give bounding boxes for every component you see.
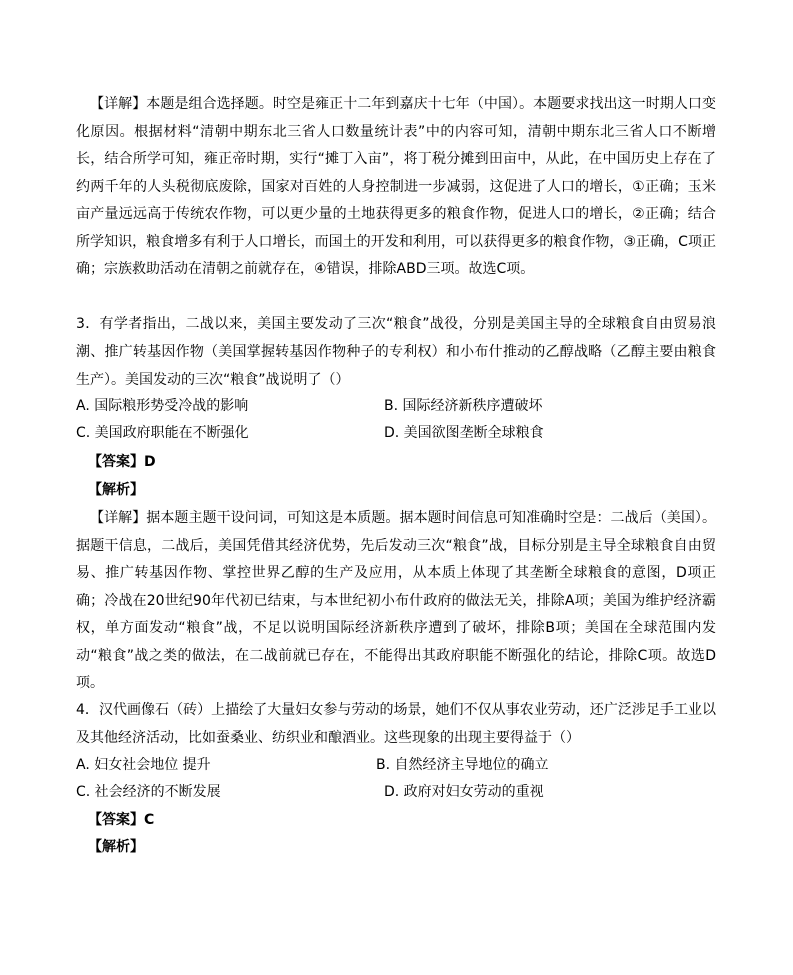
q3-detail-paragraph: 【详解】据本题主题干设问词，可知这是本质题。据本题时间信息可知准确时空是：二战后（美国）。据题干信息，二战后，美国凭借其经济优势，先后发动三次“粮食”战，目标分别是主导全球粮食自由贸易、推广转基因作物、掌控世界乙醇的生产及应用，从本质上体现了其垄断全球粮食的意图，D项正确；冷战在20世纪90年代初已结束，与本世纪初小布什政府的做法无关，排除A项；美国为维护经济霸权，单方面发动“粮食”战，不足以说明国际经济新秩序遭到了破坏，排除B项；美国在全球范围内发动“粮食”战之类的做法，在二战前就已存在，不能得出其政府职能不断强化的结论，排除C项。故选D项。 (76, 510, 716, 691)
q4-stem: 4．汉代画像石（砖）上描绘了大量妇女参与劳动的场景，她们不仅从事农业劳动，还广泛涉足手工业以及其他经济活动，比如蚕桑业、纺织业和酿酒业。这些现象的出现主要得益于（） (76, 702, 716, 746)
q4-option-c: C. 社会经济的不断发展 (76, 784, 221, 800)
q4-analysis-heading: 【解析】 (88, 839, 144, 855)
q3-option-a: A. 国际粮形势受冷战的影响 (76, 398, 249, 414)
q3-option-d: D. 美国欲图垄断全球粮食 (384, 425, 544, 441)
q3-option-c: C. 美国政府职能在不断强化 (76, 425, 249, 441)
q3-stem: 3．有学者指出，二战以来，美国主要发动了三次“粮食”战役，分别是美国主导的全球粮食自由贸易浪潮、推广转基因作物（美国掌握转基因作物种子的专利权）和小布什推动的乙醇战略（乙醇主要由粮食生产）。美国发动的三次“粮食”战说明了（） (76, 316, 716, 388)
q2-detail-paragraph: 【详解】本题是组合选择题。时空是雍正十二年到嘉庆十七年（中国）。本题要求找出这一时期人口变化原因。根据材料“清朝中期东北三省人口数量统计表”中的内容可知，清朝中期东北三省人口不断增长，结合所学可知，雍正帝时期，实行“摊丁入亩”，将丁税分摊到田亩中，从此，在中国历史上存在了约两千年的人头税彻底废除，国家对百姓的人身控制进一步减弱，这促进了人口的增长，①正确；玉米亩产量远远高于传统农作物，可以更少量的土地获得更多的粮食作物，促进人口的增长，②正确；结合所学知识，粮食增多有利于人口增长，而国土的开发和利用，可以获得更多的粮食作物，③正确，C项正确；宗族救助活动在清朝之前就存在，④错误，排除ABD三项。故选C项。 (76, 96, 716, 277)
q4-option-b: B. 自然经济主导地位的确立 (376, 757, 549, 773)
q4-option-a: A. 妇女社会地位 提升 (76, 757, 211, 773)
q4-option-d: D. 政府对妇女劳动的重视 (384, 784, 544, 800)
q3-answer: 【答案】D (88, 454, 156, 470)
q4-answer: 【答案】C (88, 812, 155, 828)
q3-analysis-heading: 【解析】 (88, 482, 144, 498)
q3-option-b: B. 国际经济新秩序遭破坏 (384, 398, 543, 414)
